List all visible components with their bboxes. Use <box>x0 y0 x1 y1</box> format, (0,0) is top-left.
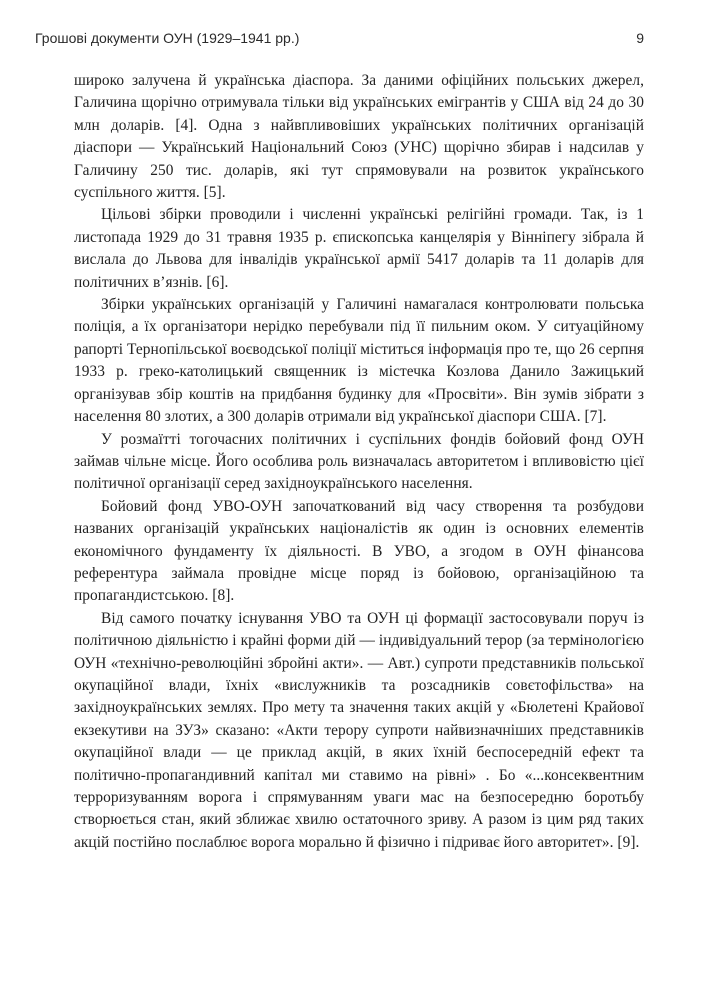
paragraph: У розмаїтті тогочасних політичних і суспільних фондів бойовий фонд ОУН займав чільне місце. Його особлива роль визначалась авторитетом і впливовістю цієї політичної організації серед західноукраїнського населення. <box>74 430 644 493</box>
page-number: 9 <box>636 30 644 46</box>
paragraph: Від самого початку існування УВО та ОУН ці формації застосовували поруч із політичною діяльністю і крайні форми дій — індивідуальний терор (за термінологією ОУН «технічно-революційні збройні акти». — Авт.) супроти представників польської окупаційної влади, їхніх «вислужників та розсадників совєтофільства» на західноукраїнських землях. Про мету та значення таких акцій у «Бюлетені Крайової екзекутиви на ЗУЗ» сказано: «Акти терору супроти найвизначніших представників окупаційної влади — це приклад акцій, в яких їхній беспосередній ефект та політично-пропагандивний капітал ми ставимо на рівні» . Бо «...консеквентним терроризуванням ворога і спрямуванням уваги мас на безпосередню боротьбу створюється стан, який зближає хвилю остаточного зриву. А разом із цим ряд таких акцій постійно послаблює ворога морально й фізично і підриває його авторитет». [9]. <box>74 609 644 851</box>
paragraph: Бойовий фонд УВО-ОУН започаткований від часу створення та розбудови названих організацій українських націоналістів як один із основних елементів економічного фундаменту їх діяльності. В УВО, а згодом в ОУН фінансова референтура займала провідне місце поряд із бойовою, організаційною та пропагандистською. [8]. <box>74 497 644 605</box>
paragraph: Цільові збірки проводили і численні українські релігійні громади. Так, із 1 листопада 1929 до 31 травня 1935 р. єпископська канцелярія у Вінніпегу зібрала й вислала до Львова для інвалідів української армії 5417 доларів та 11 доларів для політичних в’язнів. [6]. <box>74 206 644 291</box>
running-title: Грошові документи ОУН (1929–1941 рр.) <box>35 30 300 46</box>
paragraph: Збірки українських організацій у Галичині намагалася контролювати польська поліція, а їх організатори нерідко перебували під її пильним оком. У ситуаційному рапорті Тернопільської воєводської поліції міститься інформація про те, що 26 серпня 1933 р. греко-католицький священник із містечка Козлова Данило Зажицький організував збір коштів на придбання будинку для «Просвіти». Він зумів зібрати з населення 80 злотих, а 300 доларів отримали від української діаспори США. [7]. <box>74 296 644 426</box>
body-text <box>74 70 644 854</box>
paragraph: широко залучена й українська діаспора. За даними офіційних польських джерел, Галичина щорічно отримувала тільки від українських емігрантів у США від 24 до 30 млн доларів. [4]. Одна з найвпливовіших українських політичних організацій діаспори — Український Національний Союз (УНС) щорічно збирав і надсилав у Галичину 250 тис. доларів, які тут спрямовували на розвиток українського суспільного життя. [5]. <box>74 72 644 202</box>
running-header <box>35 30 644 50</box>
